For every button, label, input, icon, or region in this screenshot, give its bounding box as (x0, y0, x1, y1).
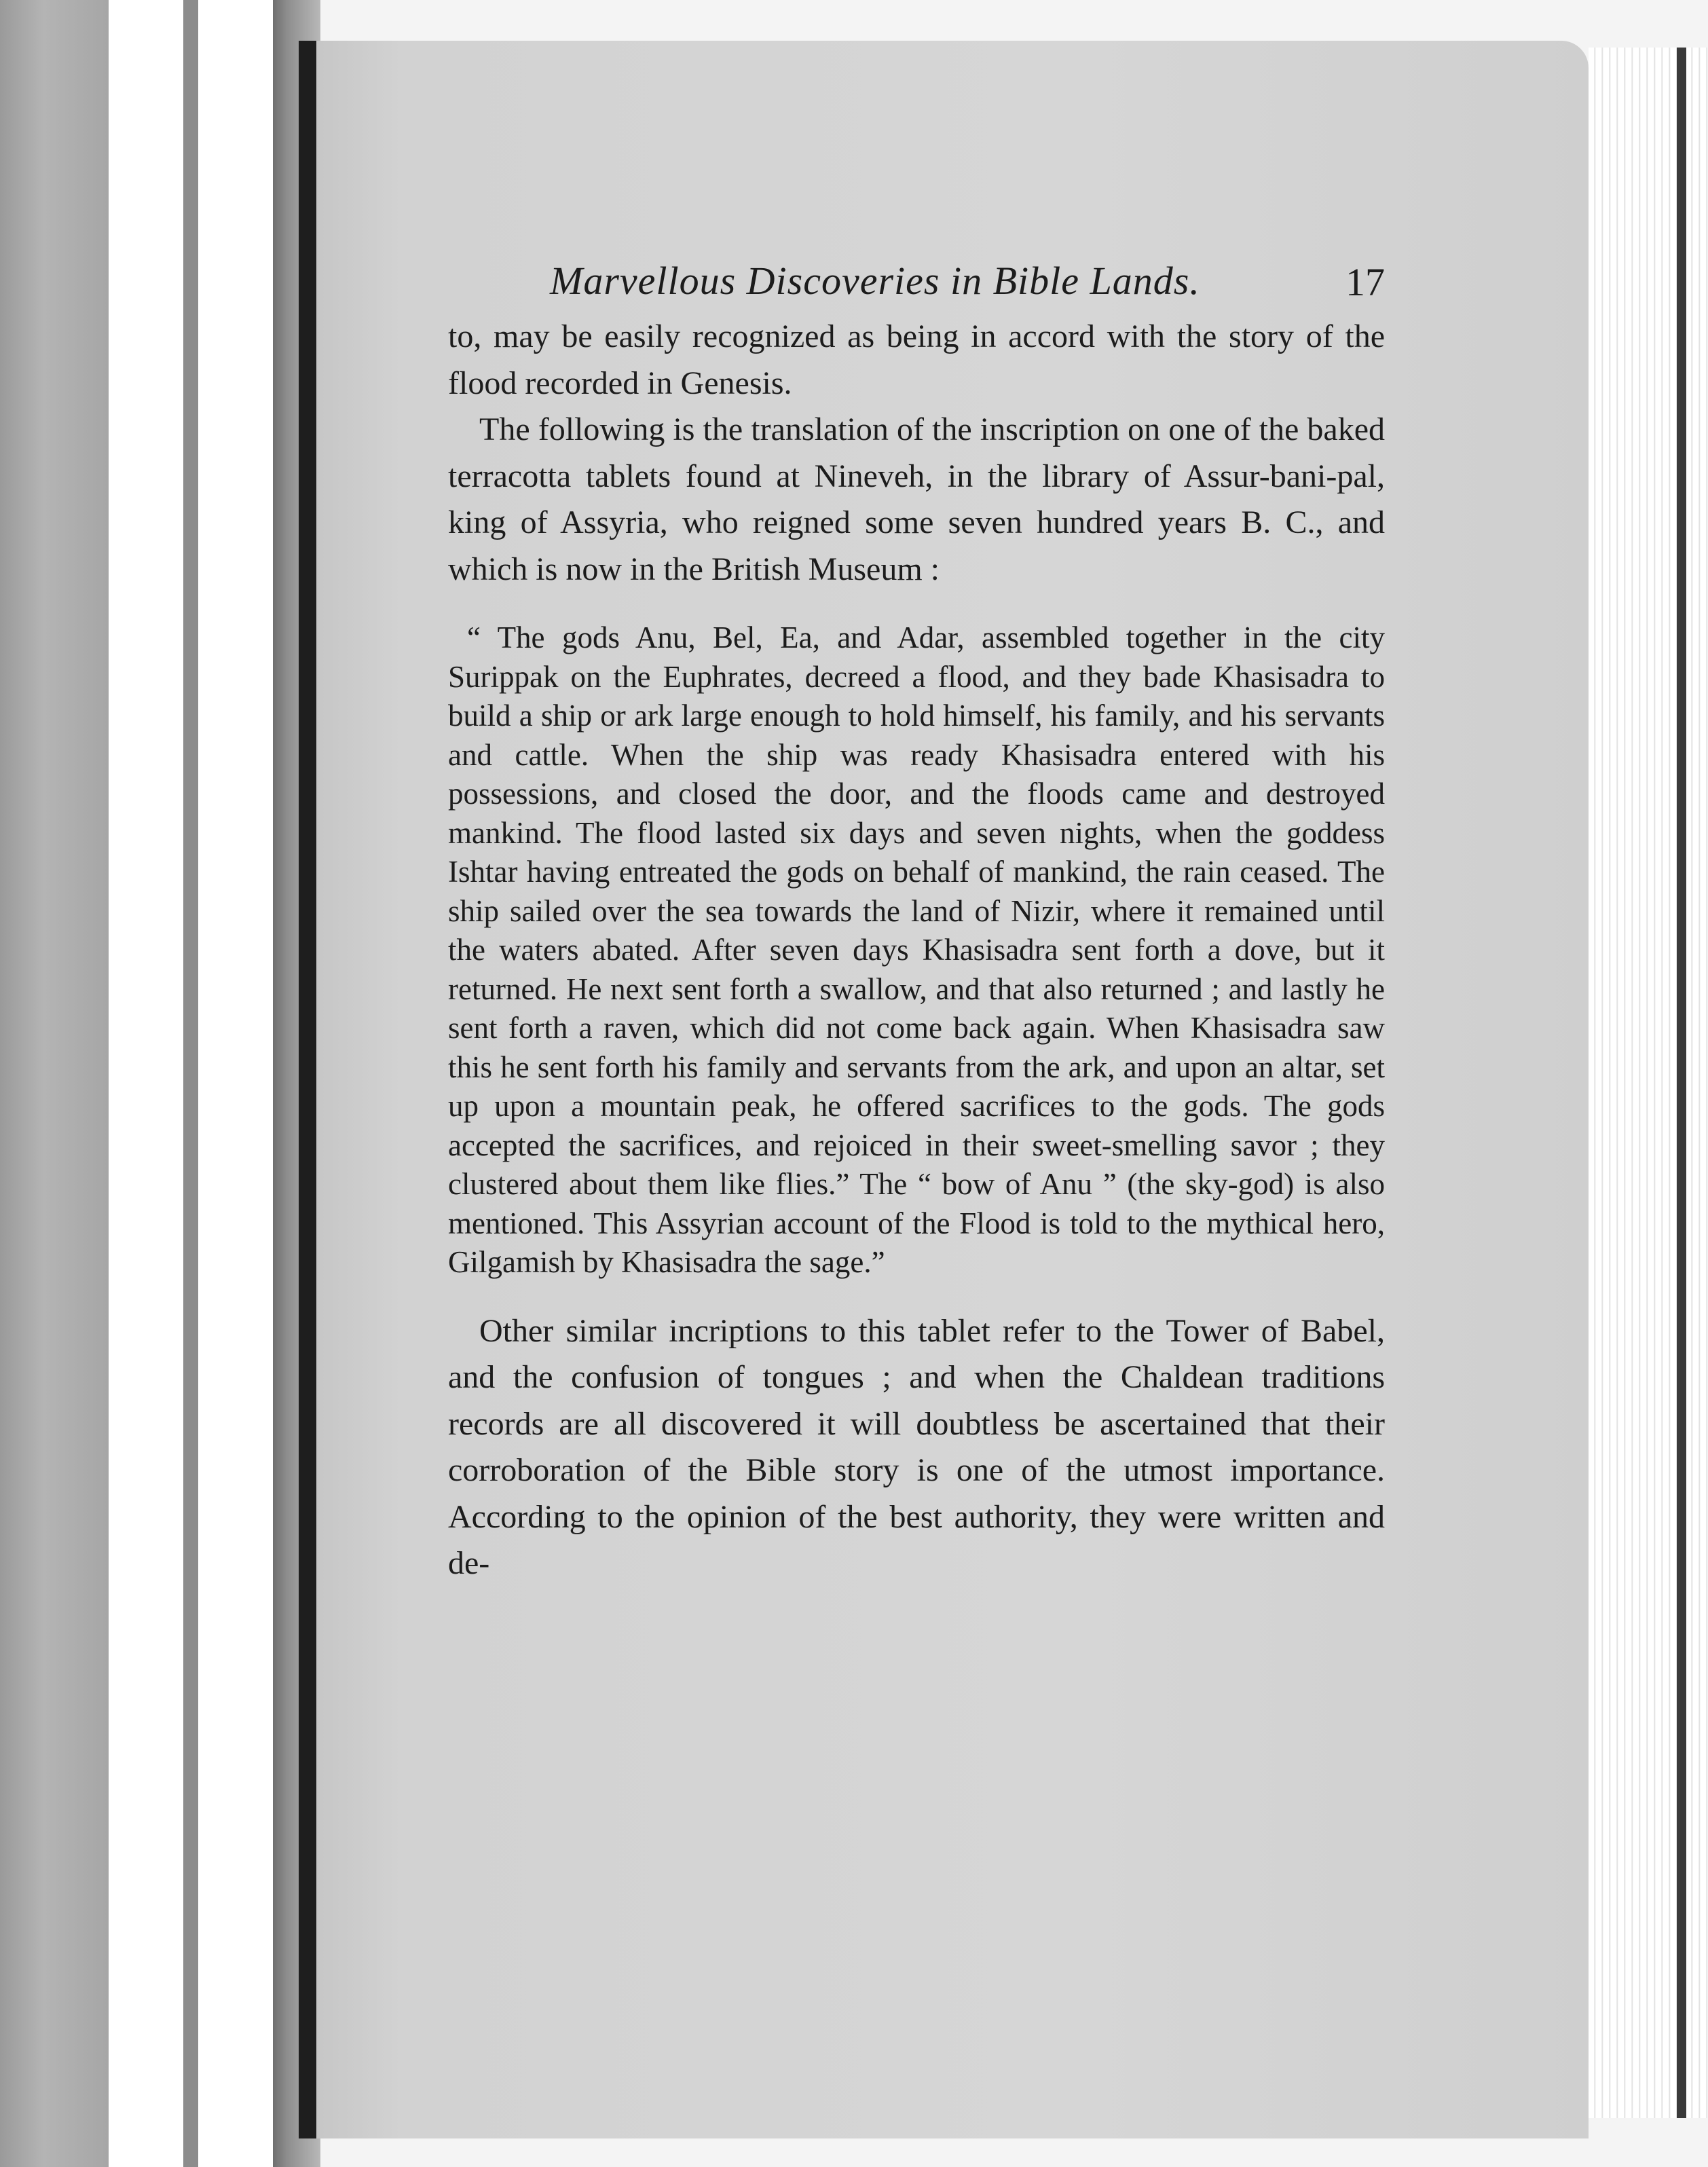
binding-strip (109, 0, 183, 2167)
stacked-page-edges (1589, 48, 1708, 2118)
book-edge (1677, 48, 1686, 2118)
paragraph: Other similar incriptions to this tablet refer to the Tower of Babel, and the confusion of tongues ; and when the Chaldean traditions records are all discovered it will doubtless be ascertained that their corroboration of the Bible story is one of the utmost importance. According to the opinion of the best authority, they were written and de- (448, 1312, 1385, 1581)
binding-strip-shadow (183, 0, 198, 2167)
binding-strip (198, 0, 273, 2167)
paragraph: The following is the translation of the inscription on one of the baked terracotta tablets found at Nineveh, in the library of Assur-bani-pal, king of Assyria, who reigned some seven hundred years B. C., and which is now in the British Museum : (448, 411, 1385, 587)
page-number: 17 (1345, 260, 1385, 304)
block-quote: “ The gods Anu, Bel, Ea, and Adar, assembled together in the city Surippak on the Euphrates, decreed a flood, and they bade Khasisadra to build a ship or ark large enough to hold himself, his family, and his servants and cattle. When the ship was ready Khasisadra entered with his possessions, and closed the door, and the floods came and destroyed mankind. The flood lasted six days and seven nights, when the goddess Ishtar having entreated the gods on behalf of mankind, the rain ceased. The ship sailed over the sea towards the land of Nizir, where it remained until the waters abated. After seven days Khasisadra sent forth a dove, but it returned. He next sent forth a swallow, and that also returned ; and lastly he sent forth a raven, which did not come back again. When Khasisadra saw this he sent forth his family and servants from the ark, and upon an altar, set up upon a mountain peak, he offered sacrifices to the gods. The gods accepted the sacrifices, and rejoiced in their sweet-smelling savor ; they clustered about them like flies.” The “ bow of Anu ” (the sky-god) is also mentioned. This Assyrian account of the Flood is told to the mythical hero, Gilgamish by Khasisadra the sage.” (448, 621, 1385, 1279)
left-facing-page (0, 0, 109, 2167)
page-edge (299, 41, 316, 2138)
page-content (448, 244, 1385, 1587)
paragraph: to, may be easily recognized as being in accord with the story of the flood recorded in Genesis. (448, 318, 1385, 401)
running-head: Marvellous Discoveries in Bible Lands. (550, 259, 1200, 303)
page-header (448, 244, 1385, 312)
